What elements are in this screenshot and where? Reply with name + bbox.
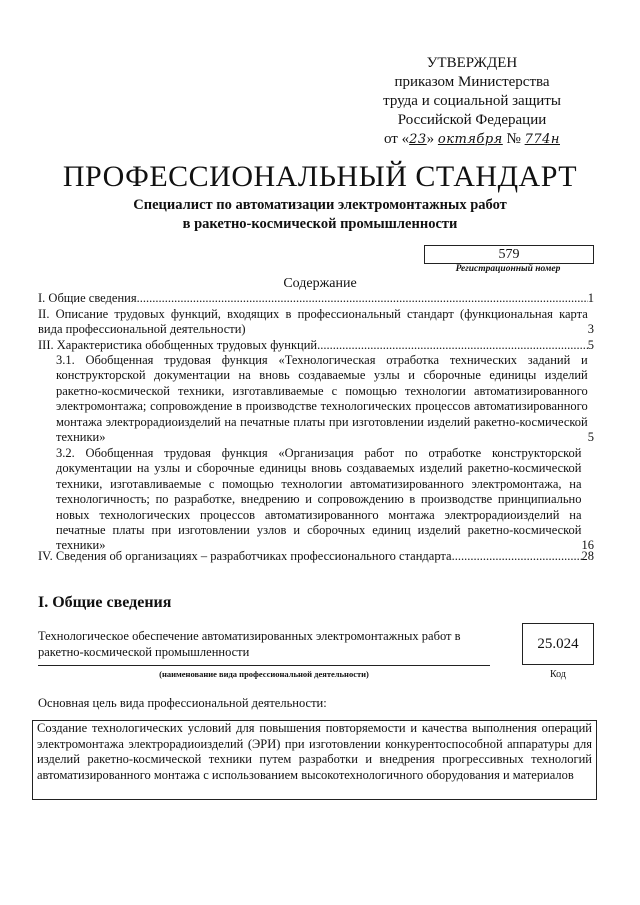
date-month: октября: [437, 132, 503, 147]
activity-code-box: 25.024: [522, 623, 594, 665]
toc-leader: [317, 338, 588, 353]
activity-code-label: Код: [550, 669, 566, 680]
toc-item[interactable]: [56, 353, 594, 445]
toc-item-text: II. Описание трудовых функций, входящих в профессиональный стандарт (функциональная карта вида профессиональной деятельности): [38, 307, 588, 337]
toc-item-page: 28: [581, 549, 594, 563]
approval-line-labour: труда и социальной защиты: [383, 93, 561, 109]
document-title: ПРОФЕССИОНАЛЬНЫЙ СТАНДАРТ: [62, 160, 578, 193]
activity-underline: [38, 665, 490, 666]
subtitle-line-2: в ракетно-космической промышленности: [182, 216, 458, 232]
activity-name: Технологическое обеспечение автоматизированных электромонтажных работ в ракетно-космической промышленности: [38, 629, 461, 659]
toc-item[interactable]: [38, 549, 594, 564]
toc-leader: [452, 549, 582, 564]
approval-line-federation: Российской Федерации: [397, 112, 547, 128]
goal-text-box: Создание технологических условий для повышения повторяемости и качества выполнения операций электромонтажа электрорадиоизделий (ЭРИ) при изготовлении конкурентоспособной аппаратуры для изделий ракетно-космической техники путем разработки и внедрения прогрессивных технологий автоматизированного монтажа с использованием высокотехнологичного оборудования и материалов: [32, 720, 597, 800]
toc-item-text: I. Общие сведения: [38, 291, 137, 305]
section-heading: I. Общие сведения: [38, 594, 172, 611]
toc-item[interactable]: [38, 291, 594, 306]
toc-item-page: 3: [587, 322, 594, 337]
toc-item-page: 1: [587, 291, 594, 305]
date-day-suffix: »: [426, 131, 435, 147]
toc-item-text: 3.2. Обобщенная трудовая функция «Организация работ по отработке конструкторской документации на узлы и сборочные единицы вновь создаваемых изделий ракетно-космической техники, изготавливаемые с помощью технологии автоматизированного электромонтажа, на технологичность; по разработке, внедрению и сопровождению в производстве принципиально новых технологических процессов автоматизированного монтажа электрорадиоизделий на печатные платы при изготовлении узлов и сборочных единиц изделий ракетно-космической техники»: [56, 446, 582, 553]
registration-number-label: Регистрационный номер: [455, 264, 561, 274]
approval-title: УТВЕРЖДЕН: [426, 55, 518, 71]
toc-item-text: 3.1. Обобщенная трудовая функция «Технологическая отработка технических заданий и конструкторской документации на вновь создаваемые узлы и сборочные единицы изделий ракетно-космической техники, изготавливаемые с помощью технологии автоматизированного электромонтажа; сопровождение в производстве технологических процессов автоматизированного монтажа электрорадиоизделий на печатные платы при изготовлении изделий ракетно-космической техники»: [56, 353, 588, 445]
toc-item[interactable]: [38, 307, 594, 338]
toc-item[interactable]: [56, 446, 594, 554]
toc-item-text: IV. Сведения об организациях – разработчиках профессионального стандарта: [38, 549, 452, 563]
date-day: 23: [409, 132, 427, 147]
approval-date-line: [372, 130, 572, 149]
toc-item-text: III. Характеристика обобщенных трудовых функций: [38, 338, 318, 352]
approval-line-ministry: приказом Министерства: [394, 74, 550, 90]
toc-leader: [137, 291, 588, 306]
date-prefix: от «: [384, 131, 410, 147]
contents-heading: Содержание: [283, 276, 357, 291]
toc-item-page: 5: [587, 338, 594, 352]
order-number: 774н: [524, 132, 560, 147]
document-subtitle: [0, 196, 640, 234]
toc-item-page: 16: [581, 538, 594, 553]
approval-block: [372, 54, 572, 149]
activity-name-label: (наименование вида профессиональной деятельности): [159, 669, 369, 679]
toc-item-page: 5: [587, 430, 594, 445]
goal-label: Основная цель вида профессиональной деятельности:: [38, 696, 327, 710]
registration-number-box: 579: [424, 245, 594, 264]
number-prefix: №: [506, 131, 521, 147]
subtitle-line-1: Специалист по автоматизации электромонтажных работ: [133, 197, 507, 213]
toc-item[interactable]: [38, 338, 594, 353]
